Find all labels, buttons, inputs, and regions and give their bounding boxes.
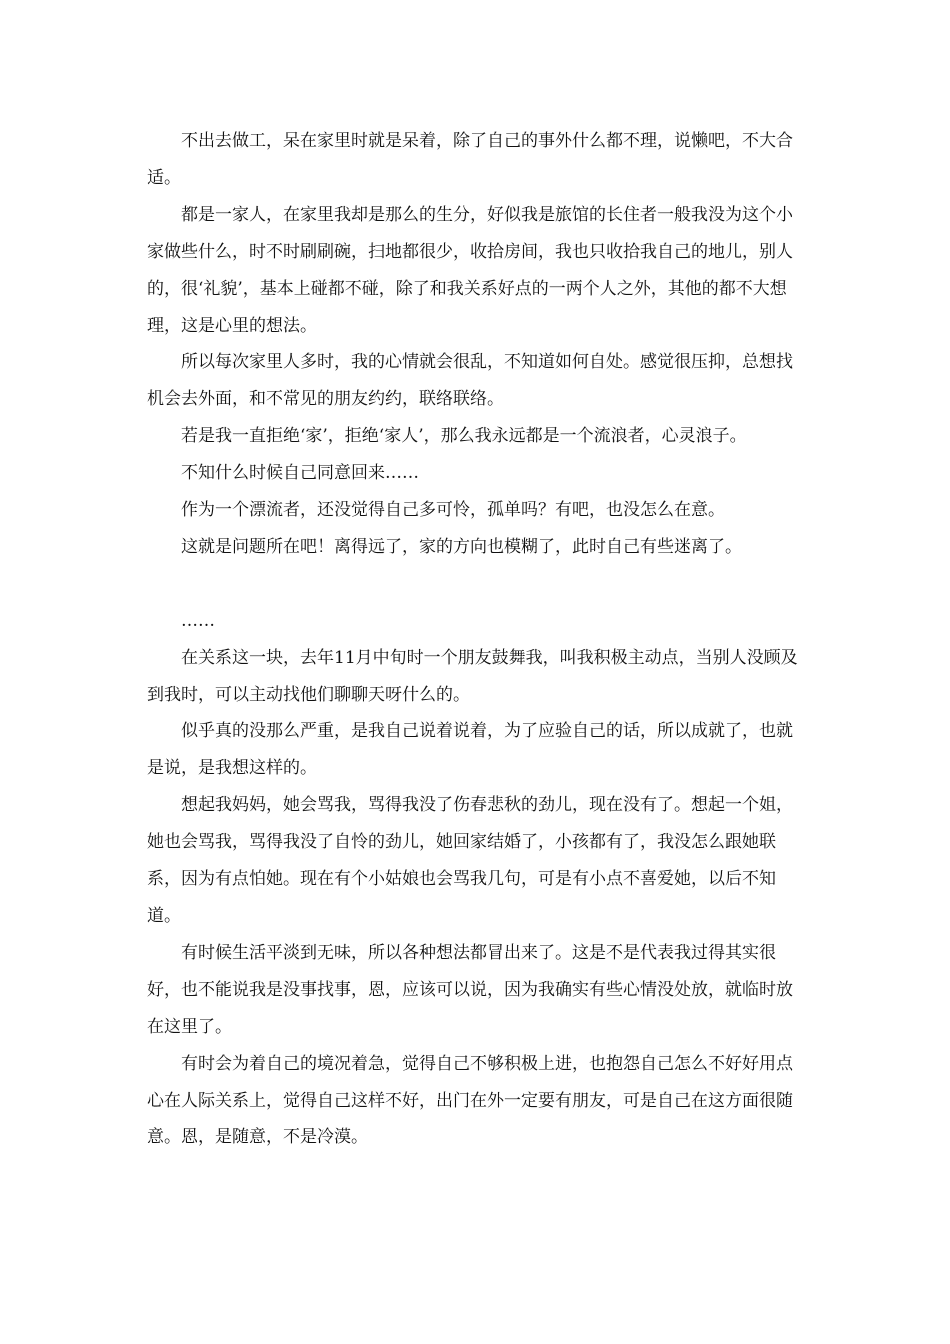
paragraph: 似乎真的没那么严重，是我自己说着说着，为了应验自己的话，所以成就了，也就是说，是我想这样的。 — [147, 721, 793, 779]
paragraph: 有时候生活平淡到无味，所以各种想法都冒出来了。这是不是代表我过得其实很好，也不能说我是没事找事，恩，应该可以说，因为我确实有些心情没处放，就临时放在这里了。 — [147, 942, 793, 1037]
paragraph: 若是我一直拒绝‘家’，拒绝‘家人’，那么我永远都是一个流浪者，心灵浪子。 — [181, 426, 747, 447]
section-gap — [147, 566, 807, 603]
paragraph: 在关系这一块，去年11月中旬时一个朋友鼓舞我，叫我积极主动点，当别人没顾及到我时，可以主动找他们聊聊天呀什么的。 — [147, 647, 798, 705]
paragraph: 有时会为着自己的境况着急，觉得自己不够积极上进，也抱怨自己怎么不好好用点心在人际关系上，觉得自己这样不好，出门在外一定要有朋友，可是自己在这方面很随意。恩，是随意，不是冷漠。 — [147, 1053, 793, 1148]
paragraph: 作为一个漂流者，还没觉得自己多可怜，孤单吗？有吧，也没怎么在意。 — [181, 500, 725, 521]
paragraph: 这就是问题所在吧！离得远了，家的方向也模糊了，此时自己有些迷离了。 — [181, 536, 742, 557]
paragraph: 所以每次家里人多时，我的心情就会很乱，不知道如何自处。感觉很压抑，总想找机会去外面，和不常见的朋友约约，联络联络。 — [147, 352, 793, 410]
paragraph: 想起我妈妈，她会骂我，骂得我没了伤春悲秋的劲儿，现在没有了。想起一个姐，她也会骂我，骂得我没了自怜的劲儿，她回家结婚了，小孩都有了，我没怎么跟她联系，因为有点怕她。现在有个小姑娘也会骂我几句，可是有小点不喜爱她，以后不知道。 — [147, 795, 793, 927]
section-separator: …… — [181, 610, 215, 631]
document-body — [147, 123, 807, 1156]
paragraph: 都是一家人，在家里我却是那么的生分，好似我是旅馆的长住者一般我没为这个小家做些什么，时不时刷刷碗，扫地都很少，收拾房间，我也只收拾我自己的地儿，别人的，很‘礼貌’，基本上碰都不碰，除了和我关系好点的一两个人之外，其他的都不大想理，这是心里的想法。 — [147, 204, 793, 336]
paragraph: 不出去做工，呆在家里时就是呆着，除了自己的事外什么都不理，说懒吧，不大合适。 — [147, 131, 793, 188]
paragraph: 不知什么时候自己同意回来…… — [181, 463, 419, 484]
